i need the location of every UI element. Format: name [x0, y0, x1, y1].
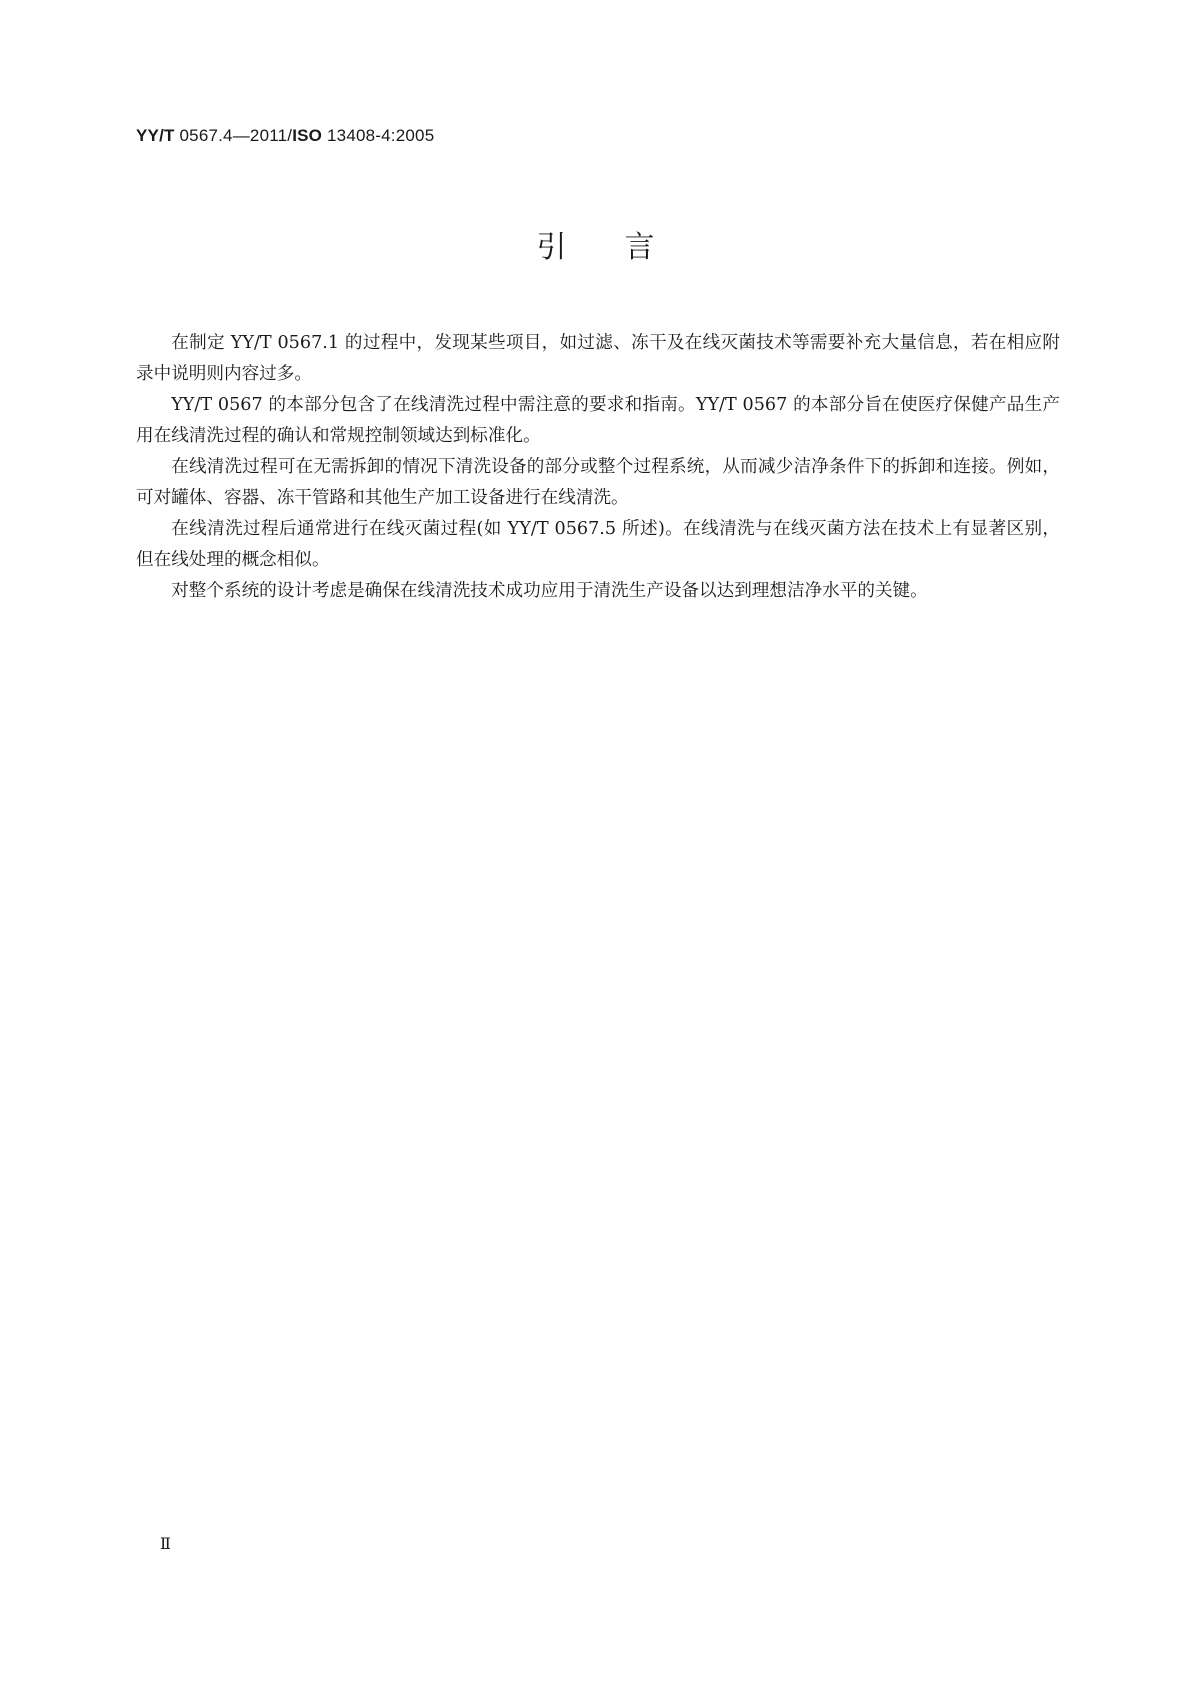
document-header	[136, 126, 434, 146]
introduction-body	[136, 328, 1060, 607]
paragraph-2: YY/T 0567 的本部分包含了在线清洗过程中需注意的要求和指南。YY/T 0567 的本部分旨在使医疗保健产品生产用在线清洗过程的确认和常规控制领域达到标准化。	[136, 395, 1060, 446]
paragraph-4: 在线清洗过程后通常进行在线灭菌过程(如 YY/T 0567.5 所述)。在线清洗与在线灭菌方法在技术上有显著区别，但在线处理的概念相似。	[136, 519, 1060, 570]
header-code-prefix: YY/T	[136, 126, 175, 145]
header-code-number: 0567.4—2011/	[174, 126, 293, 145]
paragraph-1: 在制定 YY/T 0567.1 的过程中，发现某些项目，如过滤、冻干及在线灭菌技术等需要补充大量信息，若在相应附录中说明则内容过多。	[136, 333, 1060, 384]
paragraph-5: 对整个系统的设计考虑是确保在线清洗技术成功应用于清洗生产设备以达到理想洁净水平的关键。	[171, 581, 928, 601]
header-iso-prefix: ISO	[292, 126, 323, 145]
page-number: Ⅱ	[160, 1534, 171, 1553]
paragraph-3: 在线清洗过程可在无需拆卸的情况下清洗设备的部分或整个过程系统，从而减少洁净条件下的拆卸和连接。例如，可对罐体、容器、冻干管路和其他生产加工设备进行在线清洗。	[136, 457, 1060, 508]
page-title: 引言	[536, 230, 713, 265]
header-iso-number: 13408-4:2005	[322, 126, 435, 145]
